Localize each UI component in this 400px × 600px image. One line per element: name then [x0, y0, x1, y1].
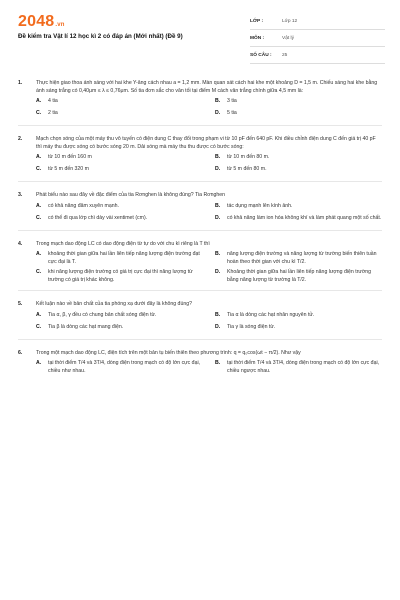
- answer-option-a[interactable]: [36, 203, 203, 212]
- answer-text: 5 tia: [227, 110, 237, 117]
- question-3: [18, 192, 382, 231]
- meta-key-subject: MÔN :: [250, 35, 265, 41]
- answer-text: tại thời điểm T/4 và 3T/4, dòng điện trong mạch có độ lớn cực đại, chiều ngược nhau.: [227, 360, 380, 374]
- answer-text: từ 5 m đến 80 m.: [227, 166, 267, 173]
- question-divider: [18, 290, 382, 291]
- question-5: [18, 301, 382, 340]
- question-text: Trong mạch dao động LC có dao động điện từ tự do với chu kì riêng là T thì: [36, 240, 210, 247]
- meta-value-subject: Vật lý: [282, 35, 294, 41]
- answer-text: Tia γ là sóng điện từ.: [227, 323, 276, 330]
- answer-letter: D.: [215, 214, 221, 221]
- question-divider: [18, 181, 382, 182]
- answer-text: 3 tia: [227, 98, 237, 105]
- site-logo[interactable]: [18, 13, 65, 31]
- answer-option-c[interactable]: [36, 166, 203, 175]
- answer-option-a[interactable]: [36, 360, 203, 375]
- meta-row-subject: [250, 30, 385, 47]
- answer-text: năng lượng điện trường và năng lượng từ trường biến thiên tuần hoàn theo thời gian với chu kì T/2.: [227, 251, 377, 265]
- answer-letter: A.: [36, 98, 42, 105]
- answer-letter: B.: [215, 154, 221, 161]
- answer-letter: D.: [215, 166, 221, 173]
- answer-letter: B.: [215, 251, 221, 258]
- question-text: Phát biểu nào sau đây về đặc điểm của tia Rơnghen là không đúng? Tia Rơnghen: [36, 192, 226, 199]
- answer-option-c[interactable]: [36, 110, 203, 119]
- answer-text: tác dụng mạnh lên kính ảnh.: [227, 202, 293, 209]
- answer-text: từ 10 m đến 80 m.: [227, 154, 270, 161]
- question-text: Thực hiện giao thoa ánh sáng với hai khe Y-âng cách nhau a = 1,2 mm. Màn quan sát cách hai khe một khoảng D = 1,5 m. Chiếu sáng hai khe bằng ánh sáng trắng có 0,40μm ≤ λ ≤ 0,76μm. Số tia đơn sắc cho vân tối tại điểm M cách vân trắng chính giữa 4,5 mm là:: [36, 80, 378, 94]
- answer-text: khoảng thời gian giữa hai lần liên tiếp năng lượng điện trường đạt cực đại là T.: [48, 251, 200, 265]
- logo-text: 2048: [18, 13, 55, 30]
- meta-value-class: Lớp 12: [282, 18, 298, 24]
- answer-letter: B.: [215, 202, 221, 209]
- answer-letter: C.: [36, 166, 42, 173]
- answer-option-d[interactable]: [215, 215, 382, 224]
- answer-text: 2 tia: [48, 110, 58, 117]
- answer-letter: A.: [36, 251, 42, 258]
- question-text: Mạch chọn sóng của một máy thu vô tuyến có điện dung C thay đổi trong phạm vi từ 10 pF đến 640 pF. Khi điều chỉnh điện dung C đến giá trị 40 pF thì máy thu được sóng có bước sóng 20 m. Dải sóng mà máy thu thu được có bước sóng:: [36, 136, 376, 150]
- meta-value-question-count: 25: [282, 52, 288, 58]
- question-number: 2.: [18, 136, 23, 143]
- answer-text: có khả năng làm ion hóa không khí và làm phát quang một số chất.: [227, 214, 382, 221]
- logo-suffix: .vn: [55, 22, 65, 28]
- answer-letter: D.: [215, 110, 221, 117]
- question-4: [18, 241, 382, 292]
- meta-key-class: LỚP :: [250, 18, 264, 24]
- answer-text: từ 5 m đến 320 m: [48, 166, 89, 173]
- question-2: [18, 136, 382, 182]
- question-divider: [18, 125, 382, 126]
- answer-letter: C.: [36, 214, 42, 221]
- question-text: Trong một mạch dao động LC, điện tích trên một bản tụ biến thiên theo phương trình: q = q₀cos(ωt − π/2). Như vậy: [36, 349, 301, 356]
- question-number: 3.: [18, 192, 23, 199]
- answer-option-b[interactable]: [215, 98, 382, 107]
- answer-letter: C.: [36, 110, 42, 117]
- question-text: Kết luận nào về bản chất của tia phóng xạ dưới đây là không đúng?: [36, 301, 192, 308]
- answer-letter: A.: [36, 360, 42, 367]
- answer-letter: A.: [36, 154, 42, 161]
- answer-list: [36, 203, 382, 224]
- answer-list: [36, 251, 382, 284]
- question-divider: [18, 339, 382, 340]
- page-title: Đề kiểm tra Vật lí 12 học kì 2 có đáp án (Mới nhất) (Đề 9): [18, 33, 183, 40]
- question-number: 4.: [18, 240, 23, 247]
- answer-option-d[interactable]: [215, 166, 382, 175]
- answer-option-b[interactable]: [215, 154, 382, 163]
- header: [0, 0, 400, 62]
- answer-option-d[interactable]: [215, 324, 382, 333]
- answer-text: Tia α là dòng các hạt nhân nguyên tử.: [227, 311, 315, 318]
- meta-row-class: [250, 13, 385, 30]
- answer-list: [36, 360, 382, 375]
- answer-option-c[interactable]: [36, 269, 203, 284]
- answer-list: [36, 154, 382, 175]
- answer-text: 4 tia: [48, 98, 58, 105]
- answer-letter: A.: [36, 202, 42, 209]
- answer-letter: B.: [215, 98, 221, 105]
- answer-option-a[interactable]: [36, 98, 203, 107]
- answer-text: Tia β là dòng các hạt mang điện.: [48, 323, 124, 330]
- answer-text: Tia α, β, γ đều có chung bản chất sóng điện từ.: [48, 311, 157, 318]
- answer-option-b[interactable]: [215, 203, 382, 212]
- answer-option-a[interactable]: [36, 312, 203, 321]
- answer-option-b[interactable]: [215, 360, 382, 375]
- question-6: [18, 350, 382, 376]
- answer-letter: C.: [36, 269, 42, 276]
- question-number: 6.: [18, 349, 23, 356]
- question-list: [18, 80, 382, 385]
- meta-row-question-count: [250, 47, 385, 64]
- answer-letter: B.: [215, 360, 221, 367]
- answer-letter: A.: [36, 311, 42, 318]
- question-number: 5.: [18, 301, 23, 308]
- meta-key-question-count: SỐ CÂU :: [250, 52, 272, 58]
- answer-text: Khoảng thời gian giữa hai lần liên tiếp năng lượng điện trường bằng năng lượng từ trường là T/2.: [227, 269, 372, 283]
- answer-option-c[interactable]: [36, 215, 203, 224]
- answer-text: có khả năng đâm xuyên mạnh.: [48, 202, 119, 209]
- answer-text: từ 10 m đến 160 m: [48, 154, 92, 161]
- answer-list: [36, 312, 382, 333]
- answer-option-a[interactable]: [36, 154, 203, 163]
- answer-option-b[interactable]: [215, 312, 382, 321]
- answer-letter: D.: [215, 269, 221, 276]
- answer-letter: C.: [36, 323, 42, 330]
- answer-option-d[interactable]: [215, 269, 382, 284]
- answer-letter: D.: [215, 323, 221, 330]
- answer-list: [36, 98, 382, 119]
- answer-text: có thể đi qua lớp chì dày vài xentimet (cm).: [48, 214, 148, 221]
- answer-option-b[interactable]: [215, 251, 382, 266]
- meta-panel: [250, 13, 385, 64]
- question-number: 1.: [18, 80, 23, 86]
- question-1: [18, 80, 382, 126]
- answer-text: tại thời điểm T/4 và 3T/4, dòng điện trong mạch có độ lớn cực đại, chiều như nhau.: [48, 360, 201, 374]
- answer-text: khi năng lượng điện trường có giá trị cực đại thì năng lượng từ trường có giá trị khác không.: [48, 269, 193, 283]
- answer-option-d[interactable]: [215, 110, 382, 119]
- answer-option-a[interactable]: [36, 251, 203, 266]
- question-divider: [18, 230, 382, 231]
- answer-letter: B.: [215, 311, 221, 318]
- answer-option-c[interactable]: [36, 324, 203, 333]
